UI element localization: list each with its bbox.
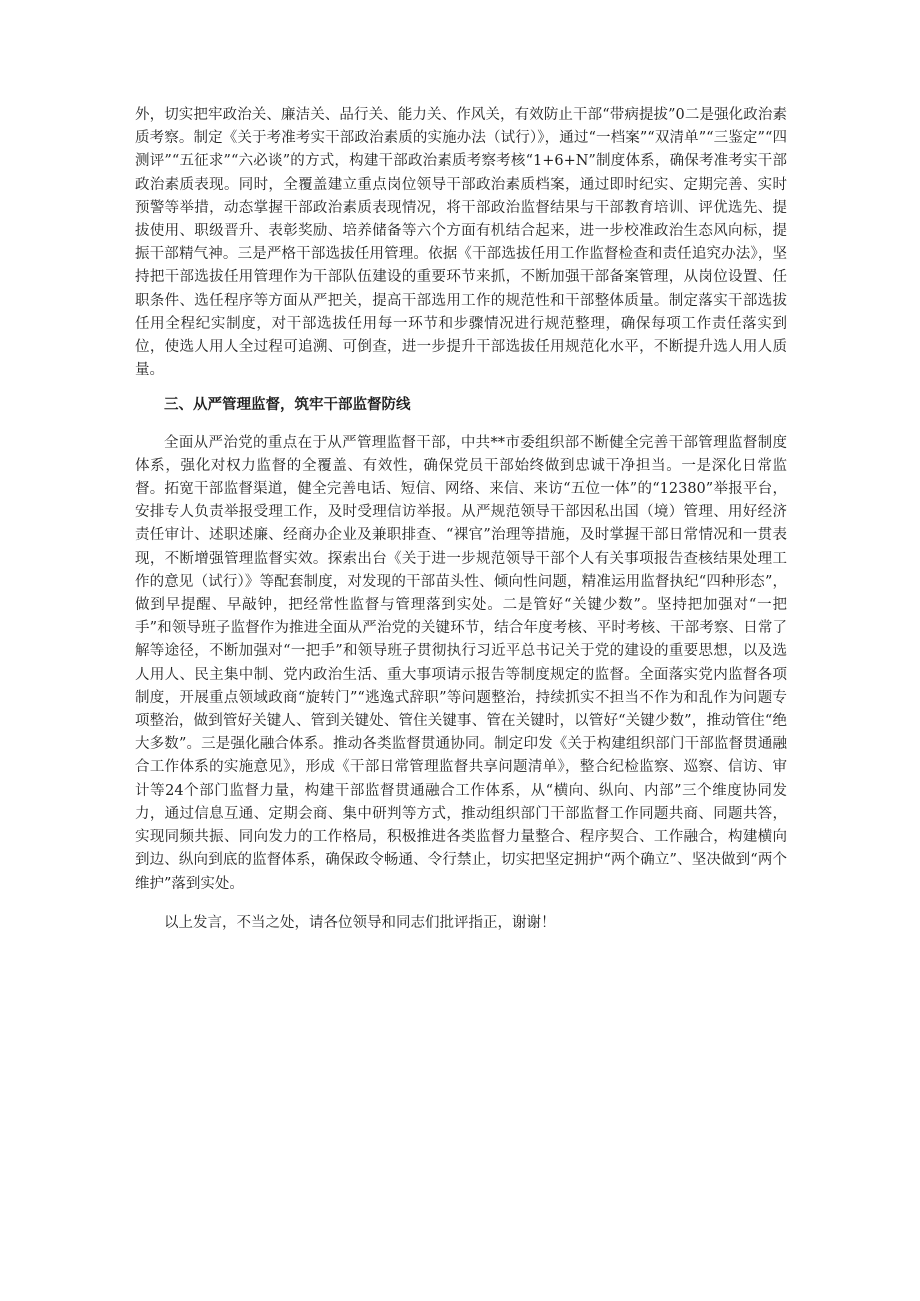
- document-page: [135, 104, 787, 935]
- closing-remark: 以上发言，不当之处，请各位领导和同志们批评指正，谢谢！: [164, 914, 556, 931]
- body-paragraph: 全面从严治党的重点在于从严管理监督干部，中共**市委组织部不断健全完善干部管理监督制度体系，强化对权力监督的全覆盖、有效性，确保党员干部始终做到忠诚干净担当。一是深化日常监督。拓宽干部监督渠道，健全完善电话、短信、网络、来信、来访“五位一体”的“12380”举报平台，安排专人负责举报受理工作，及时受理信访举报。从严规范领导干部因私出国（境）管理、用好经济责任审计、述职述廉、经商办企业及兼职排查、“裸官”治理等措施，及时掌握干部日常情况和一贯表现，不断增强管理监督实效。探索出台《关于进一步规范领导干部个人有关事项报告查核结果处理工作的意见（试行）》等配套制度，对发现的干部苗头性、倾向性问题，精准运用监督执纪“四种形态”，做到早提醒、早敲钟，把经常性监督与管理落到实处。二是管好“关键少数”。坚持把加强对“一把手”和领导班子监督作为推进全面从严治党的关键环节，结合年度考核、平时考核、干部考察、日常了解等途径，不断加强对“一把手”和领导班子贯彻执行习近平总书记关于党的建设的重要思想，以及选人用人、民主集中制、党内政治生活、重大事项请示报告等制度规定的监督。全面落实党内监督各项制度，开展重点领域政商“旋转门”“逃逸式辞职”等问题整治，持续抓实不担当不作为和乱作为问题专项整治，做到管好关键人、管到关键处、管住关键事、管在关键时，以管好“关键少数”，推动管住“绝大多数”。三是强化融合体系。推动各类监督贯通协同。制定印发《关于构建组织部门干部监督贯通融合工作体系的实施意见》，形成《干部日常管理监督共享问题清单》，整合纪检监察、巡察、信访、审计等24个部门监督力量，构建干部监督贯通融合工作体系，从“横向、纵向、内部”三个维度协同发力，通过信息互通、定期会商、集中研判等方式，推动组织部门干部监督工作同题共商、同题共答，实现同频共振、同向发力的工作格局，积极推进各类监督力量整合、程序契合、工作融合，构建横向到边、纵向到底的监督体系，确保政令畅通、令行禁止，切实把坚定拥护“两个确立”、坚决做到“两个维护”落到实处。: [135, 434, 787, 892]
- body-paragraph-continued: 外，切实把牢政治关、廉洁关、品行关、能力关、作风关，有效防止干部“带病提拔”0二是强化政治素质考察。制定《关于考准考实干部政治素质的实施办法（试行）》，通过“一档案”“双清单”“三鉴定”“四测评”“五征求”“六必谈”的方式，构建干部政治素质考察考核“1+6+N”制度体系，确保考准考实干部政治素质表现。同时，全覆盖建立重点岗位领导干部政治素质档案，通过即时纪实、定期完善、实时预警等举措，动态掌握干部政治素质表现情况，将干部政治监督结果与干部教育培训、评优选先、提拔使用、职级晋升、表彰奖励、培养储备等六个方面有机结合起来，进一步校准政治生态风向标，提振干部精气神。三是严格干部选拔任用管理。依据《干部选拔任用工作监督检查和责任追究办法》，坚持把干部选拔任用管理作为干部队伍建设的重要环节来抓，不断加强干部备案管理，从岗位设置、任职条件、选任程序等方面从严把关，提高干部选用工作的规范性和干部整体质量。制定落实干部选拔任用全程纪实制度，对干部选拔任用每一环节和步骤情况进行规范整理，确保每项工作责任落实到位，使选人用人全过程可追溯、可倒查，进一步提升干部选拔任用规范化水平，不断提升选人用人质量。: [135, 107, 787, 379]
- section-heading: 三、从严管理监督，筑牢干部监督防线: [164, 397, 411, 414]
